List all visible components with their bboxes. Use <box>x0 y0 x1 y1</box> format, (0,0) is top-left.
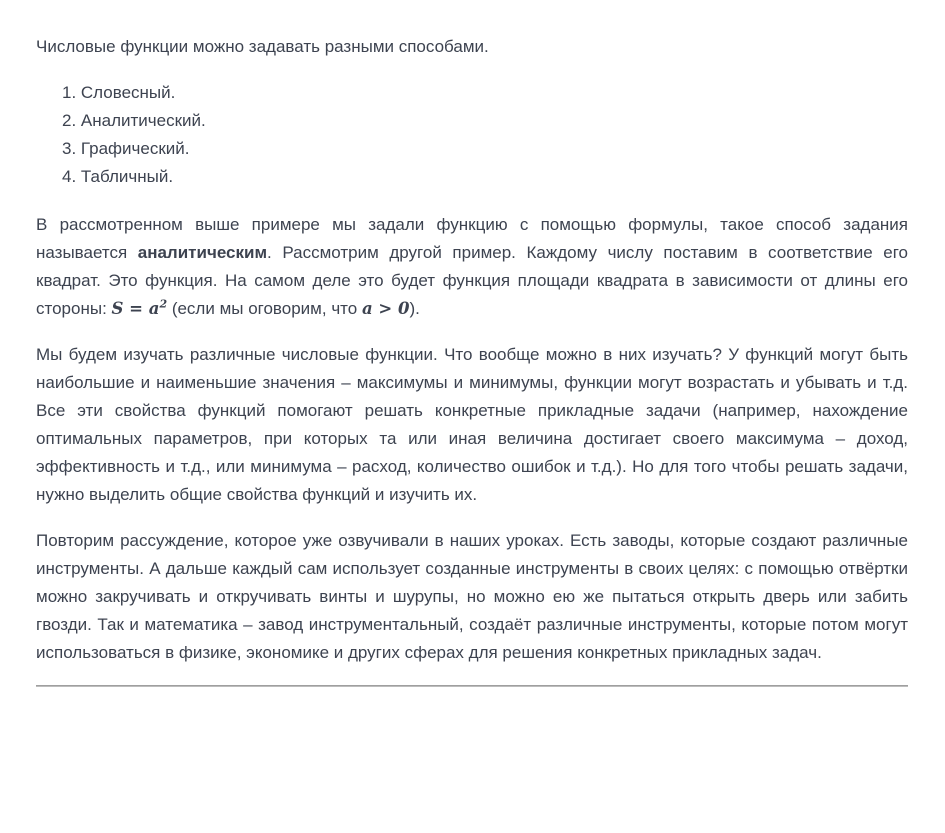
list-item: 1. Словесный. <box>62 83 176 102</box>
bold-term-analytic: аналитическим <box>137 243 268 262</box>
formula-base: S = a <box>111 299 160 318</box>
paragraph-analytic-text: ). <box>409 299 420 318</box>
section-divider <box>36 685 908 687</box>
methods-list <box>36 79 908 191</box>
paragraph-study-functions: Мы будем изучать различные числовые функции. Что вообще можно в них изучать? У функций могут быть наибольшие и наименьшие значения – максимумы и минимумы, функции могут возрастать и убывать и т.д. Все эти свойства функций помогают решать конкретные прикладные задачи (например, нахождение оптимальных параметров, при которых та или иная величина достигает своего максимума – доход, эффективность и т.д., или минимума – расход, количество ошибок и т.д.). Но для того чтобы решать задачи, нужно выделить общие свойства функций и изучить их. <box>36 345 908 504</box>
paragraph-analytic-text: (если мы оговорим, что <box>167 299 362 318</box>
formula-s-equals-a-squared <box>112 299 168 318</box>
list-item: 2. Аналитический. <box>62 111 206 130</box>
paragraph-analytic-text: . Рассмотрим другой пример. Каждому числу поставим в соответствие его квадрат. Это функция. На самом деле это будет функция площади квадрата в зависимости от длины его стороны: <box>36 243 908 318</box>
paragraph-analytic-text: В рассмотренном выше примере мы задали функцию с помощью формулы, такое способ задания называется <box>36 215 908 262</box>
paragraph-math-as-tool-factory: Повторим рассуждение, которое уже озвучивали в наших уроках. Есть заводы, которые создают различные инструменты. А дальше каждый сам использует созданные инструменты в своих целях: с помощью отвёртки можно закручивать и откручивать винты и шурупы, но можно ею же пытаться открыть дверь или забить гвозди. Так и математика – завод инструментальный, создаёт различные инструменты, которые потом могут использоваться в физике, экономике и других сферах для решения конкретных прикладных задач. <box>36 531 908 662</box>
formula-exponent: 2 <box>159 297 168 311</box>
paragraph-intro: Числовые функции можно задавать разными способами. <box>36 37 489 56</box>
formula-a-greater-than-zero: a > 0 <box>361 299 410 318</box>
list-item: 3. Графический. <box>62 139 190 158</box>
list-item: 4. Табличный. <box>62 167 174 186</box>
paragraph-analytic <box>36 211 908 323</box>
